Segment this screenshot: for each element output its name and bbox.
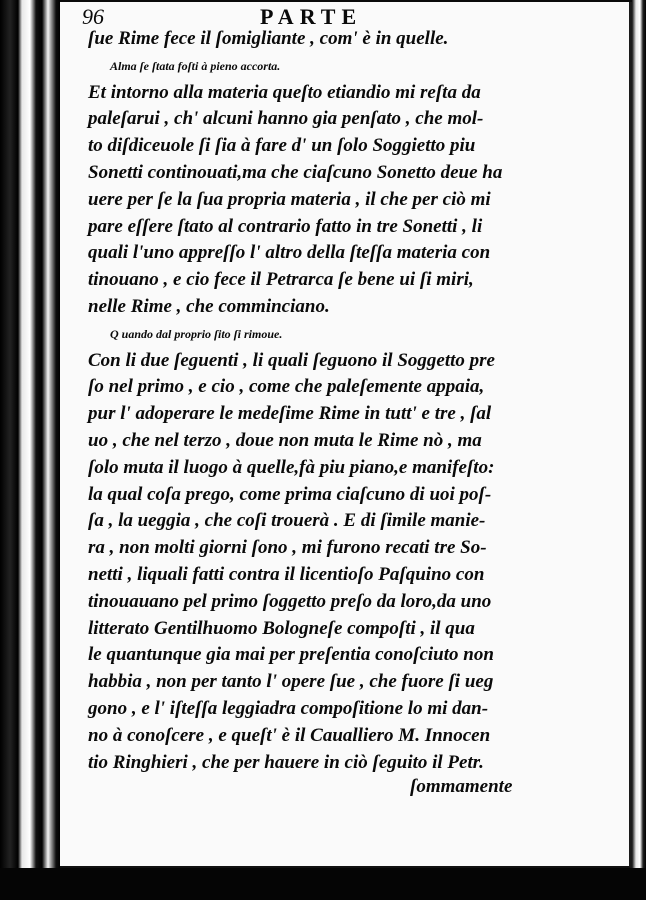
- text-line: netti , liquali fatti contra il licentioſo Paſquino con: [88, 563, 485, 585]
- text-line: to diſdiceuole ſi ſia à fare d' un ſolo Soggietto piu: [88, 135, 476, 157]
- bottom-shadow: [0, 868, 646, 900]
- text-line: Con li due ſeguenti , li quali ſeguono il Soggetto pre: [88, 349, 495, 371]
- text-line: uere per ſe la ſua propria materia , il che per ciò mi: [88, 188, 491, 210]
- text-line: gono , e l' iſteſſa leggiadra compoſitione lo mi dan-: [88, 697, 489, 719]
- text-line: ſue Rime fece il ſomigliante , com' è in quelle.: [88, 28, 449, 49]
- running-head: PARTE: [260, 4, 363, 29]
- text-line: Q uando dal proprio ſito ſi rimoue.: [110, 326, 283, 341]
- book-spine: [0, 0, 60, 900]
- text-line: paleſarui , ch' alcuni hanno gia penſato , che mol-: [88, 108, 484, 130]
- text-line: tio Ringhieri , che per hauere in ciò ſeguito il Petr.: [88, 751, 484, 773]
- page-edge: [632, 0, 646, 900]
- text-line: pur l' adoperare le medeſime Rime in tutt' e tre , ſal: [88, 403, 492, 425]
- text-line: pare eſſere ſtato al contrario fatto in tre Sonetti , li: [88, 215, 483, 237]
- text-line: quali l'uno appreſſo l' altro della ſteſſa materia con: [88, 242, 491, 264]
- text-line: tinouauano pel primo ſoggetto preſo da loro,da uno: [88, 590, 492, 612]
- text-line: ſo nel primo , e cio , come che paleſemente appaia,: [88, 376, 485, 398]
- text-line: Sonetti continouati,ma che ciaſcuno Sonetto deue ha: [88, 161, 503, 183]
- text-line: habbia , non per tanto l' opere ſue , che fuore ſi ueg: [88, 671, 494, 693]
- body-text: [88, 26, 608, 776]
- text-line: la qual coſa prego, come prima ciaſcuno di uoi poſ-: [88, 483, 492, 505]
- catchword: ſommamente: [410, 776, 513, 797]
- text-line: nelle Rime , che comminciano.: [88, 295, 330, 317]
- text-line: tinouano , e cio fece il Petrarca ſe bene ui ſi miri,: [88, 269, 474, 291]
- text-line: le quantunque gia mai per preſentia conoſciuto non: [88, 644, 494, 666]
- text-line: no à conoſcere , e queſt' è il Caualliero M. Innocen: [88, 724, 491, 746]
- page-number: 96: [82, 4, 104, 29]
- text-line: Et intorno alla materia queſto etiandio mi reſta da: [88, 81, 481, 103]
- text-line: ſolo muta il luogo à quelle,fà piu piano,e manifeſto:: [88, 456, 495, 478]
- text-line: Alma ſe ſtata foſti à pieno accorta.: [110, 58, 281, 73]
- text-line: litterato Gentilhuomo Bologneſe compoſti , il qua: [88, 617, 475, 639]
- text-line: uo , che nel terzo , doue non muta le Rime nò , ma: [88, 429, 482, 451]
- text-line: ra , non molti giorni ſono , mi furono recati tre So-: [88, 537, 487, 559]
- text-line: ſa , la ueggia , che coſi trouerà . E di ſimile manie-: [88, 510, 486, 532]
